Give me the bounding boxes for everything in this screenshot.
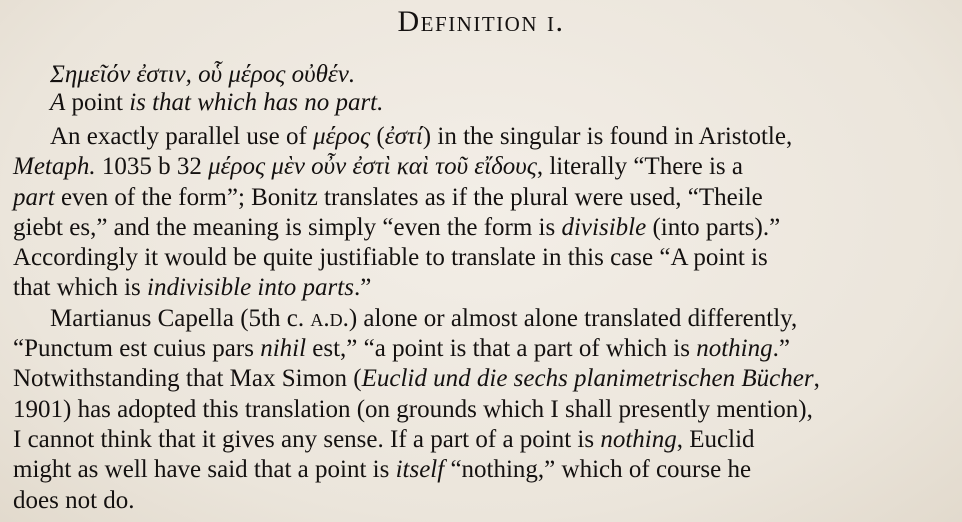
english-definition-article: A <box>50 89 66 116</box>
text-run: giebt es,” and the meaning is simply “even the form is <box>13 213 562 241</box>
text-run: that which is <box>13 274 148 302</box>
text-line <box>13 183 951 213</box>
emphasis: part <box>13 183 55 211</box>
definition-heading: Definition i. <box>397 5 565 38</box>
text-run: Martianus Capella (5th c. <box>50 304 311 332</box>
text-run: , literally “There is a <box>536 153 743 181</box>
text-run: An exactly parallel use of <box>50 123 314 150</box>
text-run: “Punctum est cuius pars <box>13 335 261 363</box>
text-run: ) alone or almost alone translated differently, <box>348 304 798 332</box>
paragraph-capella <box>13 304 951 516</box>
text-line <box>13 334 951 364</box>
text-run: ) in the singular is found in Aristotle, <box>422 123 793 150</box>
greek-quote: μέρος μὲν οὖν ἐστὶ καὶ τοῦ εἴδους <box>208 153 537 181</box>
text-run: 1035 b 32 <box>95 153 209 181</box>
text-run: “nothing,” which of course he <box>444 456 752 484</box>
text-run: might as well have said that a point is <box>13 456 396 484</box>
text-run: ( <box>370 123 385 150</box>
english-definition-point: point <box>65 89 130 116</box>
text-run: even of the form”; Bonitz translates as if the plural were used, “Theile <box>54 183 763 211</box>
emphasis: itself <box>395 456 445 484</box>
text-line: Accordingly it would be quite justifiable to translate in this case “A point is <box>13 244 768 272</box>
emphasis: divisible <box>561 213 647 241</box>
work-title: Metaph. <box>13 153 96 181</box>
text-line: 1901) has adopted this translation (on grounds which I shall presently mention), <box>13 395 813 423</box>
text-run: , <box>813 365 820 393</box>
english-definition <box>50 87 383 119</box>
text-line <box>13 152 951 182</box>
text-run: .” <box>772 335 790 363</box>
text-run: .” <box>353 274 372 302</box>
text-run: Notwithstanding that Max Simon ( <box>13 365 362 393</box>
text-line: does not do. <box>13 486 135 514</box>
english-definition-rest: is that which has no part. <box>129 89 384 116</box>
greek-word: ἐστί <box>384 123 423 150</box>
text-run: I cannot think that it gives any sense. If a part of a point is <box>13 425 601 453</box>
text-line <box>13 273 951 303</box>
text-run: , Euclid <box>676 425 755 453</box>
text-line <box>13 425 951 455</box>
text-line <box>13 455 951 485</box>
emphasis: nothing <box>696 335 773 363</box>
greek-word: μέρος <box>313 123 371 150</box>
text-run: est,” “a point is that a part of which is <box>306 335 697 363</box>
emphasis: indivisible into parts <box>147 274 354 302</box>
text-line <box>13 364 951 394</box>
paragraph-aristotle <box>13 122 951 304</box>
text-line <box>13 213 951 243</box>
emphasis: nihil <box>260 335 307 363</box>
book-title: Euclid und die sechs planimetrischen Bücher <box>361 365 814 393</box>
commentary-text <box>13 122 951 516</box>
emphasis: nothing <box>600 425 677 453</box>
text-line <box>13 304 951 334</box>
text-run: (into parts).” <box>646 213 781 241</box>
era-abbreviation: a.d. <box>310 304 349 332</box>
text-line <box>13 122 951 152</box>
greek-definition: Σημεῖόν ἐστιν, οὗ μέρος οὐθέν. <box>50 61 356 88</box>
